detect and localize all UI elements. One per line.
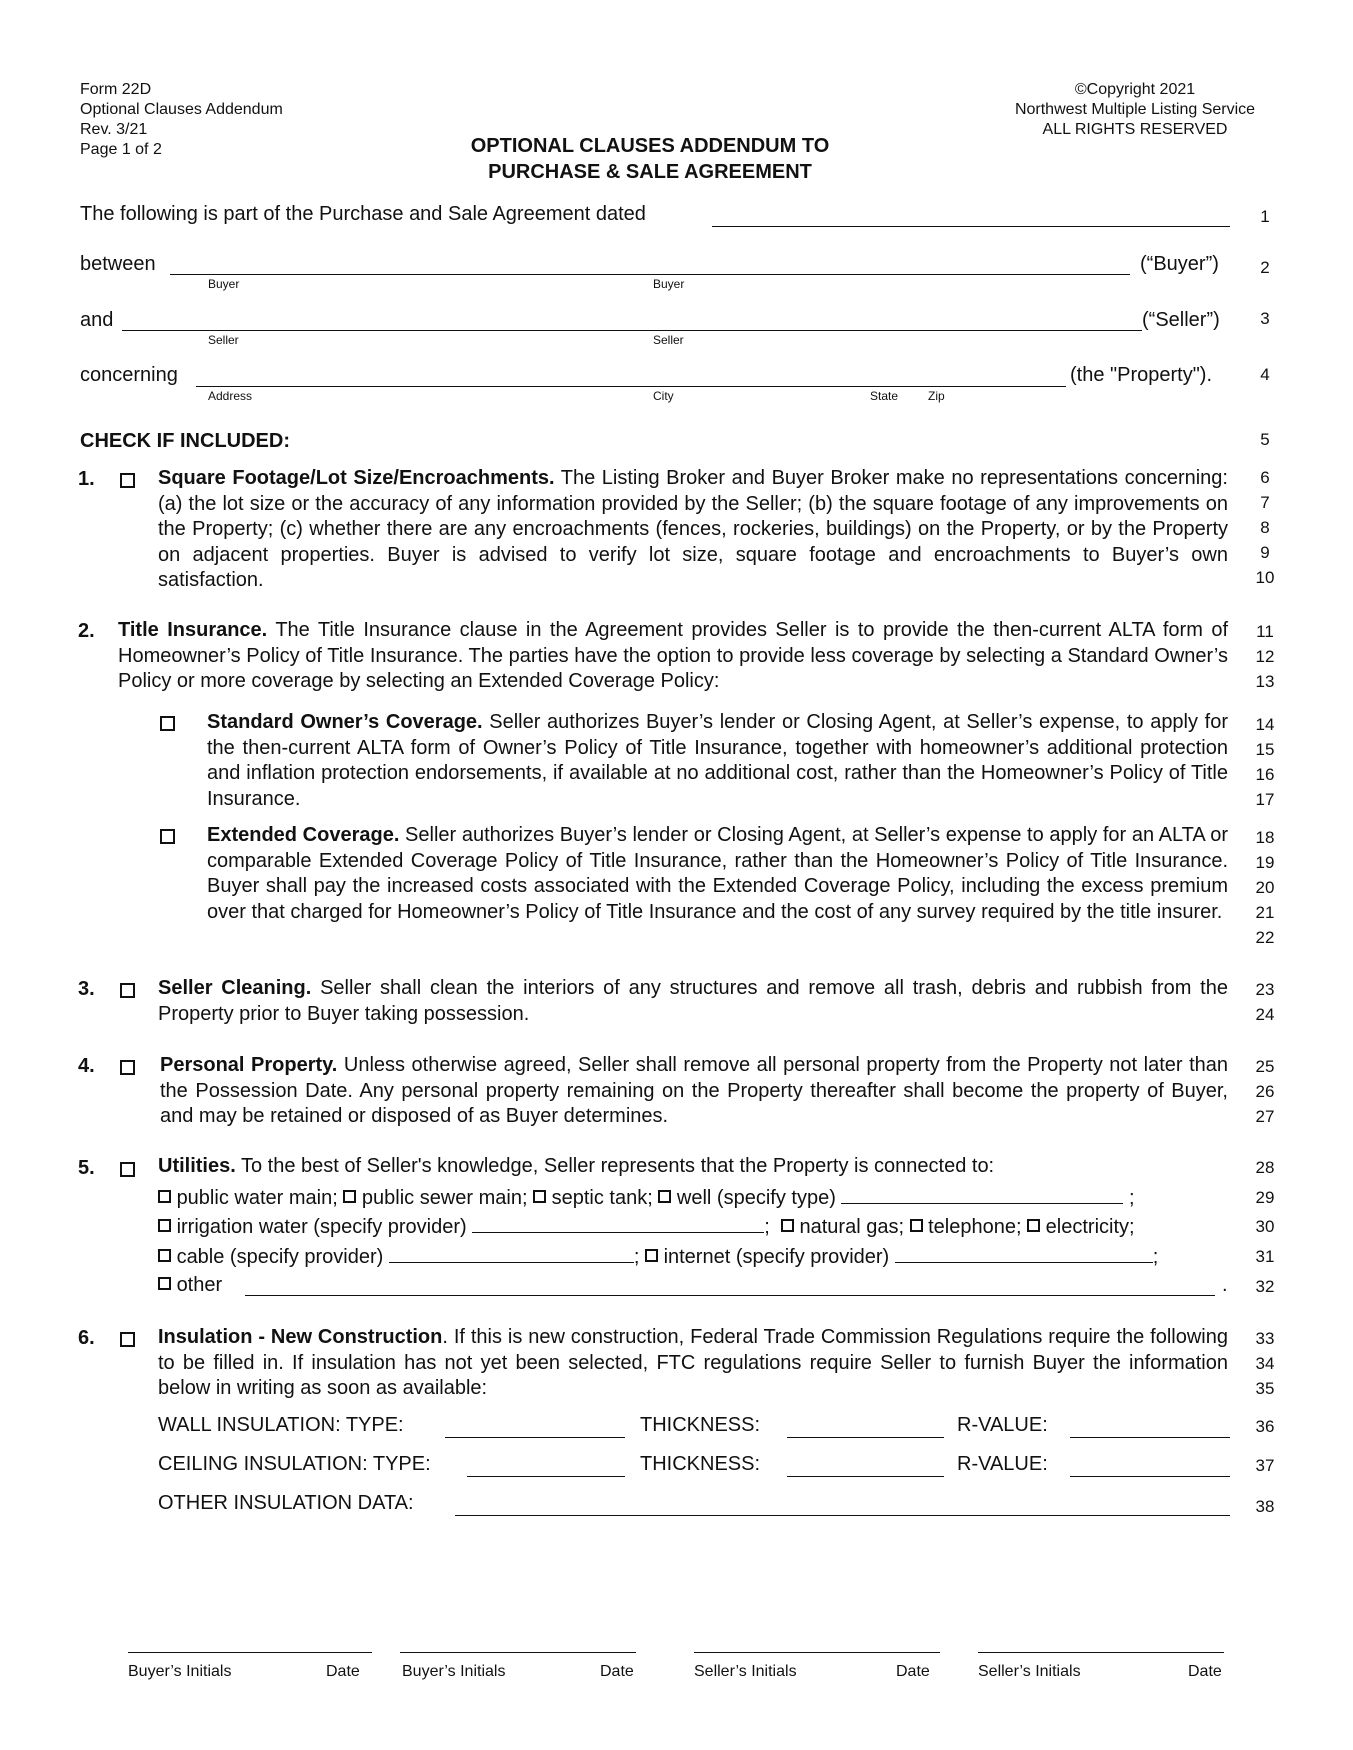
internet-checkbox[interactable] xyxy=(645,1249,658,1262)
wall-thickness-field[interactable] xyxy=(787,1437,944,1438)
clause-6-title: Insulation - New Construction xyxy=(158,1326,443,1348)
line-number: 3 xyxy=(1260,309,1270,328)
telephone-checkbox[interactable] xyxy=(910,1219,923,1232)
buyer-initials-2-field[interactable] xyxy=(400,1652,636,1653)
clause-6-text xyxy=(158,1325,1228,1402)
other-utility-period: . xyxy=(1222,1274,1228,1296)
buyer-initials-1-field[interactable] xyxy=(128,1652,372,1653)
wall-rvalue-label: R-VALUE: xyxy=(957,1414,1048,1436)
clause-2-title: Title Insurance. xyxy=(118,619,268,641)
extended-coverage-title: Extended Coverage. xyxy=(207,824,400,846)
title-line-2: PURCHASE & SALE AGREEMENT xyxy=(488,161,812,183)
line-number: 19 xyxy=(1255,853,1275,872)
cable-label: cable (specify provider) xyxy=(176,1246,384,1268)
buyer-names-field[interactable] xyxy=(170,274,1130,275)
clause-5-number: 5. xyxy=(78,1157,95,1179)
septic-tank-label: septic tank; xyxy=(551,1187,653,1209)
line-number: 30 xyxy=(1255,1217,1275,1236)
extended-coverage-body: Seller authorizes Buyer’s lender or Closing Agent, at Seller’s expense to apply for an ALTA or comparable Extended Coverage Policy of Title Insurance, rather than the Homeowner’s Policy of Title Insurance. Buyer shall pay the increased costs associated with the Extended Coverage Policy, including the excess premium over that charged for Homeowner’s Policy of Title Insurance and the cost of any survey required by the title insurer. xyxy=(207,824,1228,923)
title-line-1: OPTIONAL CLAUSES ADDENDUM TO xyxy=(470,135,830,157)
buyer-sublabel-2: Buyer xyxy=(653,277,685,291)
public-water-checkbox[interactable] xyxy=(158,1190,171,1203)
standard-coverage-text xyxy=(207,710,1228,812)
property-suffix: (the "Property"). xyxy=(1070,364,1213,386)
clause-5-text xyxy=(158,1155,994,1178)
ceiling-thickness-label: THICKNESS: xyxy=(640,1453,761,1475)
concerning-label: concerning xyxy=(80,364,178,386)
seller-initials-2-field[interactable] xyxy=(978,1652,1224,1653)
utilities-row-1 xyxy=(158,1185,1135,1210)
line-number: 32 xyxy=(1255,1277,1275,1296)
other-utility-checkbox[interactable] xyxy=(158,1277,171,1290)
line-number: 37 xyxy=(1255,1456,1275,1475)
ceiling-insulation-type-label: CEILING INSULATION: TYPE: xyxy=(158,1453,431,1475)
organization: Northwest Multiple Listing Service xyxy=(1014,101,1256,118)
seller-date-1-label: Date xyxy=(896,1663,930,1680)
seller-sublabel-2: Seller xyxy=(653,333,684,347)
buyer-sublabel-1: Buyer xyxy=(208,277,240,291)
internet-label: internet (specify provider) xyxy=(663,1246,890,1268)
line-number: 24 xyxy=(1255,1005,1275,1024)
irrigation-label: irrigation water (specify provider) xyxy=(176,1216,467,1238)
clause-6-checkbox[interactable] xyxy=(120,1332,135,1347)
form-header-right xyxy=(985,80,1285,140)
line-number: 13 xyxy=(1255,672,1275,691)
line-number: 6 xyxy=(1260,468,1270,487)
clause-1-text xyxy=(158,466,1228,594)
clause-4-checkbox[interactable] xyxy=(120,1060,135,1075)
well-semicolon: ; xyxy=(1128,1187,1135,1209)
line-number: 10 xyxy=(1255,568,1275,587)
utilities-row-2 xyxy=(158,1214,1135,1239)
buyer-date-1-label: Date xyxy=(326,1663,360,1680)
between-label: between xyxy=(80,253,156,275)
utilities-row-4 xyxy=(158,1274,222,1297)
clause-2-number: 2. xyxy=(78,620,95,642)
line-number: 12 xyxy=(1255,647,1275,666)
cable-semicolon: ; xyxy=(633,1246,640,1268)
standard-coverage-checkbox[interactable] xyxy=(160,716,175,731)
irrigation-provider-field[interactable] xyxy=(472,1214,764,1233)
line-number: 18 xyxy=(1255,828,1275,847)
clause-3-number: 3. xyxy=(78,978,95,1000)
clause-5-body: To the best of Seller's knowledge, Seller represents that the Property is connected to: xyxy=(235,1155,995,1177)
address-sublabel: Address xyxy=(208,389,253,403)
public-sewer-label: public sewer main; xyxy=(361,1187,528,1209)
clause-1-body: The Listing Broker and Buyer Broker make no representations concerning: (a) the lot size or the accuracy of any information provided by the Seller; (b) the square footage of any improvements on the Property; (c) whether there are any encroachments (fences, rockeries, buildings) on the Property, or by the Property on adjacent properties. Buyer is advised to verify lot size, square footage and encroachments to Buyer’s own satisfaction. xyxy=(158,467,1228,591)
wall-rvalue-field[interactable] xyxy=(1070,1437,1230,1438)
clause-4-body: Unless otherwise agreed, Seller shall remove all personal property from the Property not later than the Possession Date. Any personal property remaining on the Property thereafter shall become the property of Buyer, and may be retained or disposed of as Buyer determines. xyxy=(160,1054,1228,1127)
natural-gas-label: natural gas; xyxy=(799,1216,904,1238)
clause-1-title: Square Footage/Lot Size/Encroachments. xyxy=(158,467,555,489)
extended-coverage-text xyxy=(207,823,1228,925)
clause-4-title: Personal Property. xyxy=(160,1054,338,1076)
form-header-left xyxy=(80,80,283,160)
copyright: ©Copyright 2021 xyxy=(1074,81,1196,98)
seller-initials-1-field[interactable] xyxy=(694,1652,940,1653)
ceiling-thickness-field[interactable] xyxy=(787,1476,944,1477)
well-label: well (specify type) xyxy=(676,1187,836,1209)
page-number: Page 1 of 2 xyxy=(80,141,162,158)
clause-1-checkbox[interactable] xyxy=(120,473,135,488)
line-number: 23 xyxy=(1255,980,1275,999)
electricity-checkbox[interactable] xyxy=(1027,1219,1040,1232)
utilities-row-3 xyxy=(158,1244,1158,1269)
form-number: Form 22D xyxy=(80,81,152,98)
other-utility-field[interactable] xyxy=(245,1295,1215,1296)
line-number: 7 xyxy=(1260,493,1270,512)
line-number: 11 xyxy=(1256,622,1274,641)
property-address-field[interactable] xyxy=(196,386,1066,387)
line-number: 8 xyxy=(1260,518,1270,537)
line-number: 29 xyxy=(1255,1188,1275,1207)
line-number: 35 xyxy=(1255,1379,1275,1398)
irrigation-semicolon: ; xyxy=(764,1216,770,1238)
buyer-initials-1-label: Buyer’s Initials xyxy=(128,1663,232,1680)
check-if-included-heading: CHECK IF INCLUDED: xyxy=(80,430,290,452)
agreement-date-field[interactable] xyxy=(712,226,1230,227)
wall-insulation-type-field[interactable] xyxy=(445,1437,625,1438)
line-number: 28 xyxy=(1255,1158,1275,1177)
line-number: 16 xyxy=(1255,765,1275,784)
line-number: 31 xyxy=(1255,1247,1275,1266)
form-revision: Rev. 3/21 xyxy=(80,121,148,138)
city-sublabel: City xyxy=(653,389,674,403)
cable-checkbox[interactable] xyxy=(158,1249,171,1262)
clause-5-checkbox[interactable] xyxy=(120,1162,135,1177)
other-utility-label: other xyxy=(176,1274,223,1296)
clause-4-text xyxy=(160,1053,1228,1130)
standard-coverage-body: Seller authorizes Buyer’s lender or Closing Agent, at Seller’s expense, to apply for the then-current ALTA form of Owner’s Policy of Title Insurance, together with homeowner’s additional protection and inflation protection endorsements, if available at no additional cost, rather than the Homeowner’s Policy of Title Insurance. xyxy=(207,711,1228,810)
buyer-date-2-label: Date xyxy=(600,1663,634,1680)
well-checkbox[interactable] xyxy=(658,1190,671,1203)
line-number: 33 xyxy=(1255,1329,1275,1348)
line-number: 9 xyxy=(1260,543,1270,562)
line-number: 1 xyxy=(1260,207,1270,226)
clause-3-title: Seller Cleaning. xyxy=(158,977,312,999)
clause-2-body: The Title Insurance clause in the Agreement provides Seller is to provide the then-current ALTA form of Homeowner’s Policy of Title Insurance. The parties have the option to provide less coverage by selecting a Standard Owner’s Policy or more coverage by selecting an Extended Coverage Policy: xyxy=(118,619,1228,692)
line-number: 14 xyxy=(1255,715,1275,734)
seller-suffix: (“Seller”) xyxy=(1142,309,1220,331)
clause-2-text xyxy=(118,618,1228,695)
line-number: 5 xyxy=(1260,430,1270,449)
line-number: 38 xyxy=(1255,1497,1275,1516)
agreement-dated-label: The following is part of the Purchase and Sale Agreement dated xyxy=(80,203,646,225)
internet-semicolon: ; xyxy=(1152,1246,1159,1268)
seller-sublabel-1: Seller xyxy=(208,333,239,347)
line-number: 25 xyxy=(1255,1057,1275,1076)
internet-provider-field[interactable] xyxy=(895,1244,1153,1263)
line-number: 4 xyxy=(1260,365,1270,384)
seller-initials-2-label: Seller’s Initials xyxy=(978,1663,1081,1680)
line-number: 17 xyxy=(1255,790,1275,809)
line-number: 36 xyxy=(1255,1417,1275,1436)
cable-provider-field[interactable] xyxy=(389,1244,634,1263)
clause-1-number: 1. xyxy=(78,468,95,490)
line-number: 34 xyxy=(1255,1354,1275,1373)
standard-coverage-title: Standard Owner’s Coverage. xyxy=(207,711,483,733)
ceiling-rvalue-field[interactable] xyxy=(1070,1476,1230,1477)
clause-6-body: . If this is new construction, Federal Trade Commission Regulations require the following to be filled in. If insulation has not yet been selected, FTC regulations require Seller to furnish Buyer the information below in writing as soon as available: xyxy=(158,1326,1228,1399)
ceiling-rvalue-label: R-VALUE: xyxy=(957,1453,1048,1475)
form-name: Optional Clauses Addendum xyxy=(80,101,283,118)
wall-insulation-type-label: WALL INSULATION: TYPE: xyxy=(158,1414,404,1436)
seller-date-2-label: Date xyxy=(1188,1663,1222,1680)
line-number: 22 xyxy=(1255,928,1275,947)
zip-sublabel: Zip xyxy=(928,389,945,403)
line-number: 20 xyxy=(1255,878,1275,897)
ceiling-insulation-type-field[interactable] xyxy=(467,1476,625,1477)
clause-3-checkbox[interactable] xyxy=(120,983,135,998)
seller-names-field[interactable] xyxy=(122,330,1142,331)
state-sublabel: State xyxy=(870,389,899,403)
natural-gas-checkbox[interactable] xyxy=(781,1219,794,1232)
buyer-suffix: (“Buyer”) xyxy=(1140,253,1219,275)
electricity-label: electricity; xyxy=(1045,1216,1135,1238)
line-number: 27 xyxy=(1255,1107,1275,1126)
and-label: and xyxy=(80,309,114,331)
public-water-label: public water main; xyxy=(176,1187,338,1209)
seller-initials-1-label: Seller’s Initials xyxy=(694,1663,797,1680)
clause-3-body: Seller shall clean the interiors of any structures and remove all trash, debris and rubbish from the Property prior to Buyer taking possession. xyxy=(158,977,1228,1025)
document-title xyxy=(400,133,900,185)
public-sewer-checkbox[interactable] xyxy=(343,1190,356,1203)
rights-reserved: ALL RIGHTS RESERVED xyxy=(1042,121,1228,138)
buyer-initials-2-label: Buyer’s Initials xyxy=(402,1663,506,1680)
other-insulation-label: OTHER INSULATION DATA: xyxy=(158,1492,414,1514)
other-insulation-field[interactable] xyxy=(455,1515,1230,1516)
telephone-label: telephone; xyxy=(928,1216,1022,1238)
clause-3-text xyxy=(158,976,1228,1027)
extended-coverage-checkbox[interactable] xyxy=(160,829,175,844)
line-number: 21 xyxy=(1255,903,1275,922)
clause-5-title: Utilities. xyxy=(158,1155,236,1177)
septic-tank-checkbox[interactable] xyxy=(533,1190,546,1203)
well-type-field[interactable] xyxy=(841,1185,1123,1204)
wall-thickness-label: THICKNESS: xyxy=(640,1414,761,1436)
irrigation-checkbox[interactable] xyxy=(158,1219,171,1232)
line-number: 15 xyxy=(1255,740,1275,759)
clause-6-number: 6. xyxy=(78,1327,95,1349)
line-number: 2 xyxy=(1260,258,1270,277)
line-number: 26 xyxy=(1255,1082,1275,1101)
clause-4-number: 4. xyxy=(78,1055,95,1077)
